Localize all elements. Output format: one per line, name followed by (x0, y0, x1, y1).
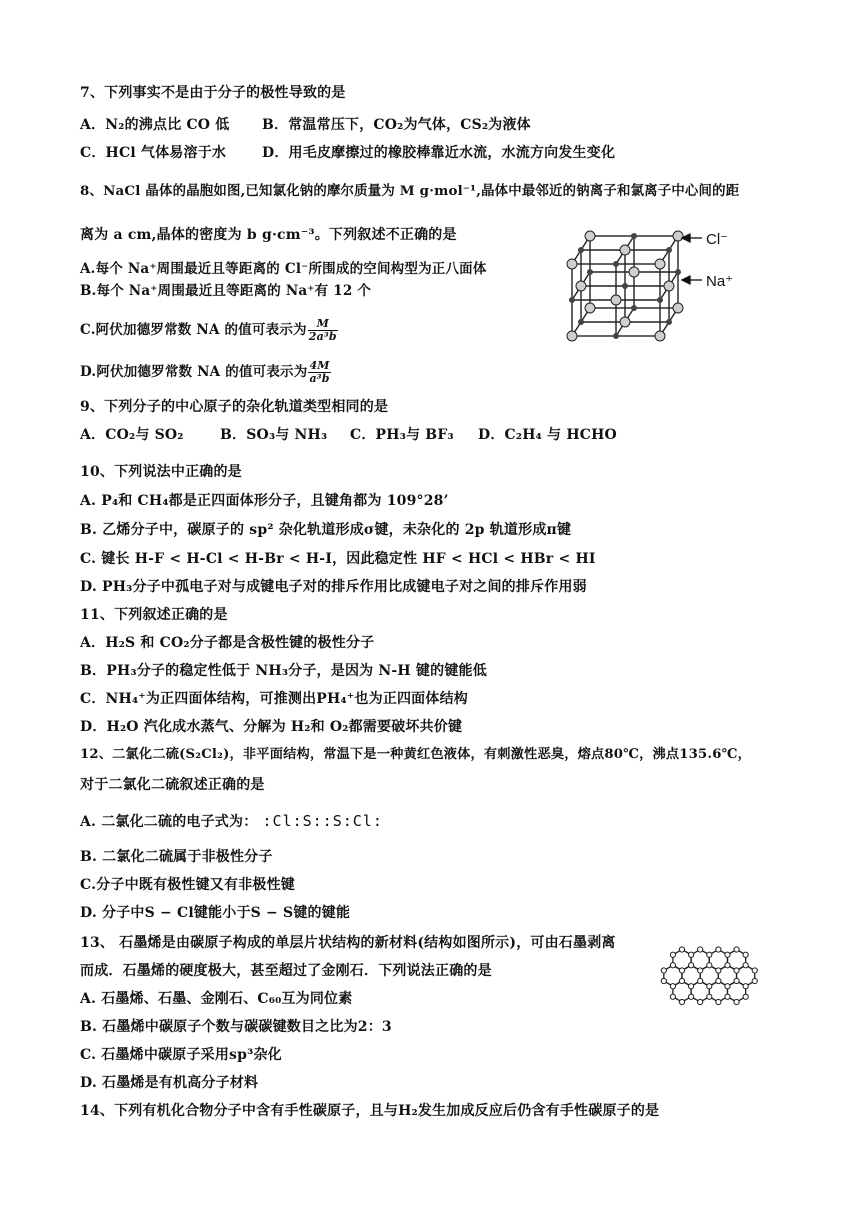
q7-option-b: B．常温常压下，CO₂为气体，CS₂为液体 (262, 117, 531, 133)
q14-stem: 14、下列有机化合物分子中含有手性碳原子，且与H₂发生加成反应后仍含有手性碳原子的是 (80, 1103, 660, 1119)
carbon-atom (661, 968, 666, 973)
graphene-structure-figure (655, 944, 780, 1029)
fraction-numerator: M (308, 318, 338, 331)
fraction-denominator: 2a³b (308, 330, 337, 343)
q8-stem-line2: 离为 a cm,晶体的密度为 b g·cm⁻³。下列叙述不正确的是 (80, 227, 457, 243)
q8-option-c (80, 318, 338, 343)
carbon-atom (716, 978, 721, 983)
q9-option-b: B．SO₃与 NH₃ (220, 427, 328, 443)
fraction-denominator: a³b (309, 372, 330, 385)
q7-stem: 7、下列事实不是由于分子的极性导致的是 (80, 85, 346, 101)
q10-stem: 10、下列说法中正确的是 (80, 464, 242, 480)
q8-option-b: B.每个 Na⁺周围最近且等距离的 Na⁺有 12 个 (80, 283, 372, 299)
q11-stem: 11、下列叙述正确的是 (80, 607, 228, 623)
chloride-label: Cl⁻ (706, 231, 729, 248)
q8-option-c-fraction (308, 318, 338, 343)
q13-stem-line1: 13、 石墨烯是由碳原子构成的单层片状结构的新材料(结构如图所示)，可由石墨剥离 (80, 935, 616, 951)
q8-option-d-text: D.阿伏加德罗常数 NA 的值可表示为 (80, 364, 308, 380)
nacl-unit-cell-figure (560, 224, 760, 350)
carbon-atom (716, 999, 721, 1004)
carbon-atom (743, 963, 748, 968)
q8-option-c-text: C.阿伏加德罗常数 NA 的值可表示为 (80, 322, 307, 338)
carbon-atom (716, 968, 721, 973)
carbon-atom (698, 978, 703, 983)
carbon-atom (725, 963, 730, 968)
q11-option-b: B．PH₃分子的稳定性低于 NH₃分子，是因为 N-H 键的键能低 (80, 663, 487, 679)
q8-option-d-fraction (308, 360, 330, 385)
carbon-atom (725, 994, 730, 999)
q9-option-c: C．PH₃与 BF₃ (350, 427, 454, 443)
q12-option-a-text: A. 二氯化二硫的电子式为： (80, 814, 258, 830)
carbon-atom (725, 984, 730, 989)
carbon-atom (670, 963, 675, 968)
q8-option-a: A.每个 Na⁺周围最近且等距离的 Cl⁻所围成的空间构型为正八面体 (80, 261, 487, 277)
carbon-atom (707, 984, 712, 989)
q7-option-c: C．HCl 气体易溶于水 (80, 145, 227, 161)
carbon-atom (688, 994, 693, 999)
q7-option-a: A．N₂的沸点比 CO 低 (80, 117, 230, 133)
q13-stem-line2: 而成．石墨烯的硬度极大，甚至超过了金刚石．下列说法正确的是 (80, 963, 492, 979)
q12-option-b: B. 二氯化二硫属于非极性分子 (80, 849, 273, 865)
q10-option-a: A. P₄和 CH₄都是正四面体形分子，且键角都为 109°28’ (80, 493, 449, 509)
carbon-atom (707, 952, 712, 957)
fraction-numerator: 4M (309, 359, 330, 372)
carbon-atom (698, 947, 703, 952)
carbon-atom (688, 952, 693, 957)
hexagon-ring (727, 981, 745, 1002)
electron-dot-formula: :Cl:S::S:Cl: (262, 812, 383, 830)
carbon-atom (707, 994, 712, 999)
q8-stem-line1: 8、NaCl 晶体的晶胞如图,已知氯化钠的摩尔质量为 M g·mol⁻¹,晶体中最邻近的钠离子和氯离子中心间的距 (80, 183, 740, 199)
q8-option-d (80, 360, 331, 385)
q12-stem-line1: 12、二氯化二硫(S₂Cl₂)，非平面结构，常温下是一种黄红色液体，有刺激性恶臭，熔点80℃，沸点135.6℃， (80, 747, 751, 762)
q13-option-d: D. 石墨烯是有机高分子材料 (80, 1075, 259, 1091)
carbon-atom (661, 978, 666, 983)
carbon-atom (679, 968, 684, 973)
carbon-atom (670, 952, 675, 957)
carbon-atom (725, 952, 730, 957)
carbon-atom (688, 963, 693, 968)
q13-option-a: A. 石墨烯、石墨、金刚石、C₆₀互为同位素 (80, 991, 353, 1007)
q10-option-d: D. PH₃分子中孤电子对与成键电子对的排斥作用比成键电子对之间的排斥作用弱 (80, 579, 587, 595)
hexagon-ring (709, 981, 727, 1002)
carbon-atom (752, 968, 757, 973)
carbon-atom (743, 984, 748, 989)
q13-option-c: C. 石墨烯中碳原子采用sp³杂化 (80, 1047, 282, 1063)
carbon-atom (743, 994, 748, 999)
carbon-atom (734, 947, 739, 952)
q12-stem-line2: 对于二氯化二硫叙述正确的是 (80, 777, 265, 793)
carbon-atom (698, 968, 703, 973)
q11-option-a: A．H₂S 和 CO₂分子都是含极性键的极性分子 (80, 635, 375, 651)
q12-option-d: D. 分子中S − Cl键能小于S − S键的键能 (80, 905, 351, 921)
carbon-atom (679, 999, 684, 1004)
q11-option-c: C．NH₄⁺为正四面体结构，可推测出PH₄⁺也为正四面体结构 (80, 691, 468, 707)
carbon-atom (707, 963, 712, 968)
carbon-atom (698, 999, 703, 1004)
carbon-atom (670, 984, 675, 989)
q13-option-b: B. 石墨烯中碳原子个数与碳碳键数目之比为2：3 (80, 1019, 392, 1035)
carbon-atom (716, 947, 721, 952)
q10-option-c: C. 键长 H-F < H-Cl < H-Br < H-I，因此稳定性 HF < HCl < HBr < HI (80, 551, 596, 567)
q7-option-d: D．用毛皮摩擦过的橡胶棒靠近水流，水流方向发生变化 (262, 145, 616, 161)
hexagon-ring (673, 981, 691, 1002)
q9-option-d: D．C₂H₄ 与 HCHO (478, 427, 617, 443)
q12-option-a (80, 812, 383, 831)
q12-option-c: C.分子中既有极性键又有非极性键 (80, 877, 295, 893)
carbon-atom (670, 994, 675, 999)
q11-option-d: D．H₂O 汽化成水蒸气、分解为 H₂和 O₂都需要破坏共价键 (80, 719, 463, 735)
carbon-atom (734, 978, 739, 983)
carbon-atom (743, 952, 748, 957)
carbon-atom (679, 978, 684, 983)
carbon-atom (752, 978, 757, 983)
q9-option-a: A．CO₂与 SO₂ (80, 427, 184, 443)
sodium-label: Na⁺ (706, 273, 734, 290)
carbon-atom (688, 984, 693, 989)
carbon-atom (679, 947, 684, 952)
hexagon-ring (691, 981, 709, 1002)
q10-option-b: B. 乙烯分子中，碳原子的 sp² 杂化轨道形成σ键，未杂化的 2p 轨道形成π键 (80, 522, 572, 538)
q9-stem: 9、下列分子的中心原子的杂化轨道类型相同的是 (80, 399, 389, 415)
carbon-atom (734, 968, 739, 973)
carbon-atom (734, 999, 739, 1004)
